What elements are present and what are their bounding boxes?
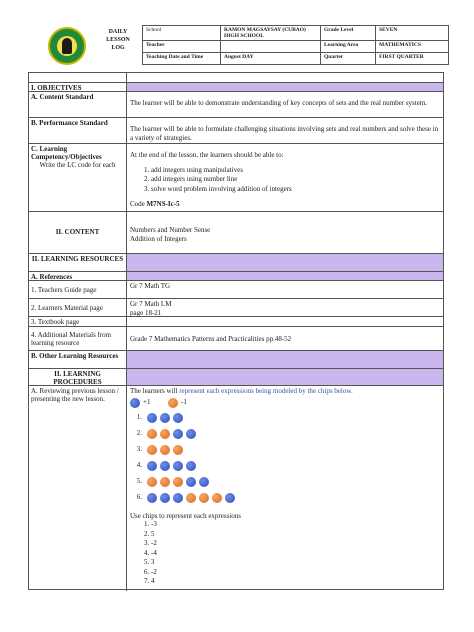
- competency-label: C. Learning Competency/Objectives: [31, 145, 102, 161]
- blue-chip-icon: [160, 461, 170, 471]
- orange-chip-icon: [160, 445, 170, 455]
- content-text: Numbers and Number Sense Addition of Integers: [130, 226, 211, 243]
- blue-chip-icon: [173, 493, 183, 503]
- competency-list: [130, 166, 440, 194]
- teacher-value: [221, 41, 321, 53]
- learners-material-row: [29, 299, 443, 317]
- competency-content: [127, 144, 443, 211]
- review-label: A. Reviewing previous lesson / presenting the new lesson.: [29, 386, 127, 591]
- additional-materials-value: Grade 7 Mathematics Patterns and Practicalities pp.48-52: [130, 335, 292, 343]
- blue-chip-icon: [173, 413, 183, 423]
- competency-item: 2. add integers using number line: [144, 175, 238, 183]
- teachers-guide-row: [29, 281, 443, 299]
- textbook-row: [29, 317, 443, 327]
- expression-item: 7. 4: [144, 577, 155, 585]
- learners-material-label: 2. Learners Material page: [29, 299, 127, 316]
- school-value: RAMON MAGSAYSAY (CUBAO) HIGH SCHOOL: [221, 26, 321, 41]
- expression-item: 5. 3: [144, 558, 155, 566]
- blue-chip-icon: [173, 461, 183, 471]
- chip-row: [130, 412, 440, 424]
- performance-standard-label: B. Performance Standard: [29, 118, 127, 143]
- blue-chip-icon: [186, 429, 196, 439]
- blue-chip-icon: [147, 461, 157, 471]
- teachers-guide-value: Gr 7 Math TG: [130, 282, 171, 290]
- content-standard-label: A. Content Standard: [29, 92, 127, 117]
- expression-item: 4. -4: [144, 548, 157, 557]
- resources-heading-row: [29, 254, 443, 272]
- review-content: [127, 386, 443, 591]
- quarter-label: Quarter: [321, 53, 376, 65]
- lesson-plan-table: [28, 72, 444, 590]
- orange-chip-icon: [212, 493, 222, 503]
- chip-row-number: 2.: [136, 429, 142, 438]
- lc-code: Code M7NS-Ic-5: [130, 200, 180, 208]
- chip-rows: [130, 412, 440, 504]
- expression-item: 3. -2: [144, 539, 157, 547]
- orange-chip-icon: [160, 477, 170, 487]
- blue-chip-icon: [130, 398, 140, 408]
- content-heading: II. CONTENT: [29, 212, 127, 253]
- learners-material-value: Gr 7 Math LM page 18-21: [130, 300, 172, 317]
- grade-label: Grade Level: [321, 26, 376, 41]
- orange-chip-icon: [186, 493, 196, 503]
- content-standard-row: [29, 92, 443, 118]
- orange-chip-icon: [173, 445, 183, 455]
- blue-chip-icon: [147, 493, 157, 503]
- resources-heading: II. LEARNING RESOURCES: [29, 254, 127, 271]
- expression-item: 6. -2: [144, 567, 157, 576]
- date-label: Teaching Date and Time: [143, 53, 221, 65]
- school-logo: [48, 27, 86, 65]
- blue-chip-icon: [147, 413, 157, 423]
- header-info-table: [142, 25, 449, 65]
- orange-chip-icon: [147, 429, 157, 439]
- grade-value: SEVEN: [376, 26, 449, 41]
- textbook-label: 3. Textbook page: [29, 317, 127, 326]
- other-resources-row: [29, 351, 443, 369]
- chip-row-number: 5.: [136, 477, 142, 486]
- legend-minus: -1: [181, 398, 187, 407]
- competency-row: [29, 144, 443, 212]
- content-row: [29, 212, 443, 254]
- document-title: DAILY LESSON LOG: [106, 29, 130, 51]
- content-standard-text: The learner will be able to demonstrate understanding of key concepts of sets and the real number system.: [130, 99, 428, 107]
- date-value: August DAY: [221, 53, 321, 65]
- other-resources-label: B. Other Learning Resources: [29, 351, 127, 368]
- orange-chip-icon: [173, 477, 183, 487]
- learning-area-value: MATHEMATICS: [376, 41, 449, 53]
- blue-chip-icon: [186, 477, 196, 487]
- chip-row-number: 4.: [136, 461, 142, 470]
- orange-chip-icon: [147, 445, 157, 455]
- additional-materials-label: 4. Additional Materials from learning resource: [29, 327, 127, 350]
- orange-chip-icon: [160, 429, 170, 439]
- chip-legend: [130, 397, 440, 409]
- use-chips-instruction: Use chips to represent each expressions: [130, 511, 241, 520]
- objectives-heading: I. OBJECTIVES: [29, 83, 127, 91]
- performance-standard-text: The learner will be able to formulate challenging situations involving sets and real numbers and solve these in a variety of strategies.: [130, 125, 439, 142]
- blue-chip-icon: [225, 493, 235, 503]
- competency-item: 3. solve word problem involving addition of integers: [144, 184, 292, 193]
- teachers-guide-label: 1. Teachers Guide page: [29, 281, 127, 298]
- references-row: [29, 272, 443, 281]
- orange-chip-icon: [168, 398, 178, 408]
- blue-chip-icon: [173, 429, 183, 439]
- blue-chip-icon: [160, 413, 170, 423]
- chip-row-number: 6.: [136, 493, 142, 502]
- lesson-log-header: [44, 25, 450, 65]
- chip-row: [130, 428, 440, 440]
- objectives-heading-row: [29, 83, 443, 92]
- teacher-label: Teacher: [143, 41, 221, 53]
- chip-row: [130, 460, 440, 472]
- orange-chip-icon: [199, 493, 209, 503]
- references-label: A. References: [29, 272, 127, 280]
- additional-materials-row: [29, 327, 443, 351]
- blue-chip-icon: [160, 493, 170, 503]
- chip-row: [130, 492, 440, 504]
- blank-top-row: [29, 73, 443, 83]
- review-row: [29, 386, 443, 591]
- expression-item: 1. -3: [144, 520, 157, 528]
- review-intro: The learners will represent each expressions being modeled by the chips below.: [130, 387, 353, 395]
- performance-standard-row: [29, 118, 443, 144]
- learning-area-label: Learning Area: [321, 41, 376, 53]
- procedures-heading-row: [29, 369, 443, 386]
- school-label: School: [143, 26, 221, 41]
- competency-cell: [29, 144, 127, 211]
- blue-chip-icon: [186, 461, 196, 471]
- chip-row: [130, 444, 440, 456]
- chip-row: [130, 476, 440, 488]
- competency-item: 1. add integers using manipulatives: [144, 165, 243, 174]
- blue-chip-icon: [199, 477, 209, 487]
- expression-item: 2. 5: [144, 529, 155, 538]
- orange-chip-icon: [147, 477, 157, 487]
- quarter-value: FIRST QUARTER: [376, 53, 449, 65]
- chip-row-number: 1.: [136, 413, 142, 422]
- expression-list: [130, 520, 440, 586]
- procedures-heading: II. LEARNING PROCEDURES: [29, 369, 127, 385]
- chip-row-number: 3.: [136, 445, 142, 454]
- competency-intro: At the end of the lesson, the learners should be able to:: [130, 151, 284, 159]
- legend-plus: +1: [143, 398, 151, 407]
- competency-sub: Write the LC code for each: [39, 161, 116, 169]
